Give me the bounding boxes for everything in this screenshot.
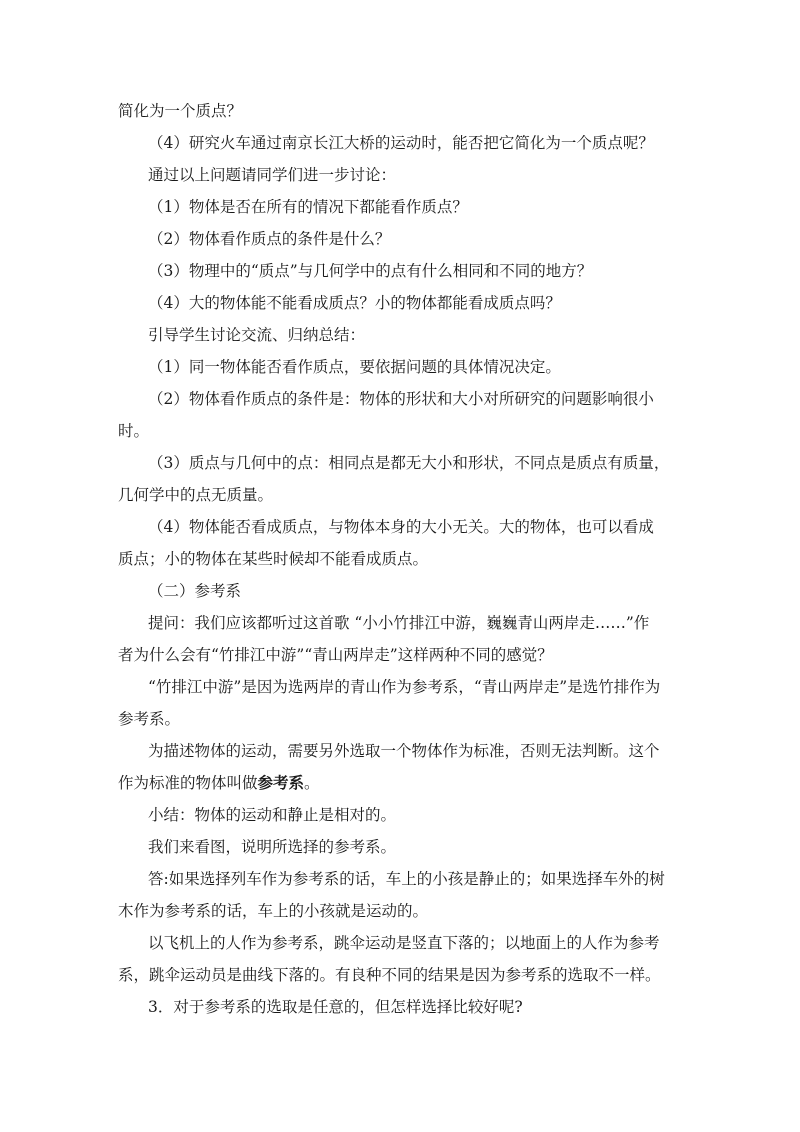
text-line: 为描述物体的运动，需要另外选取一个物体作为标准，否则无法判断。这个 — [148, 742, 660, 760]
text-fragment: 。 — [304, 774, 320, 792]
text-line: 系，跳伞运动员是曲线下落的。有良种不同的结果是因为参考系的选取不一样。 — [118, 966, 661, 984]
text-line: 简化为一个质点？ — [118, 102, 243, 120]
text-fragment: 作为标准的物体叫做 — [118, 774, 258, 792]
text-line: 答:如果选择列车作为参考系的话，车上的小孩是静止的；如果选择车外的树 — [148, 870, 665, 888]
text-line: 者为什么会有“竹排江中游”“青山两岸走”这样两种不同的感觉？ — [118, 646, 553, 664]
text-line: 时。 — [118, 422, 150, 440]
text-line: （3）物理中的“质点”与几何学中的点有什么相同和不同的地方？ — [148, 262, 593, 280]
text-line: （1）物体是否在所有的情况下都能看作质点？ — [148, 198, 468, 216]
text-line: （2）物体看作质点的条件是什么？ — [148, 230, 391, 248]
text-line: 引导学生讨论交流、归纳总结： — [148, 326, 366, 344]
text-line: （2）物体看作质点的条件是：物体的形状和大小对所研究的问题影响很小 — [148, 390, 654, 408]
text-line: 提问：我们应该都听过这首歌 “小小竹排江中游，巍巍青山两岸走……”作 — [148, 614, 650, 632]
text-line: （4）研究火车通过南京长江大桥的运动时，能否把它简化为一个质点呢？ — [148, 134, 654, 152]
text-line: 3．对于参考系的选取是任意的，但怎样选择比较好呢? — [148, 998, 523, 1016]
text-line: （4）物体能否看成质点，与物体本身的大小无关。大的物体，也可以看成 — [148, 518, 654, 536]
text-line: 木作为参考系的话，车上的小孩就是运动的。 — [118, 902, 429, 920]
text-line: 几何学中的点无质量。 — [118, 486, 274, 504]
text-line: 参考系。 — [118, 710, 181, 728]
text-line: 质点；小的物体在某些时候却不能看成质点。 — [118, 550, 429, 568]
text-line: 我们来看图，说明所选择的参考系。 — [148, 838, 397, 856]
text-line: （4）大的物体能不能看成质点？小的物体都能看成质点吗？ — [148, 294, 561, 312]
text-line: （1）同一物体能否看作质点，要依据问题的具体情况决定。 — [148, 358, 561, 376]
term-reference-frame: 参考系 — [257, 773, 305, 792]
text-line: 以飞机上的人作为参考系，跳伞运动是竖直下落的；以地面上的人作为参考 — [148, 934, 660, 952]
text-line-with-term — [118, 773, 320, 793]
text-line: “竹排江中游”是因为选两岸的青山作为参考系，“青山两岸走”是选竹排作为 — [148, 678, 661, 696]
section-heading: （二）参考系 — [148, 582, 242, 600]
text-line: （3）质点与几何中的点：相同点是都无大小和形状，不同点是质点有质量， — [148, 454, 670, 472]
text-line: 小结：物体的运动和静止是相对的。 — [148, 806, 397, 824]
text-line: 通过以上问题请同学们进一步讨论： — [148, 166, 397, 184]
